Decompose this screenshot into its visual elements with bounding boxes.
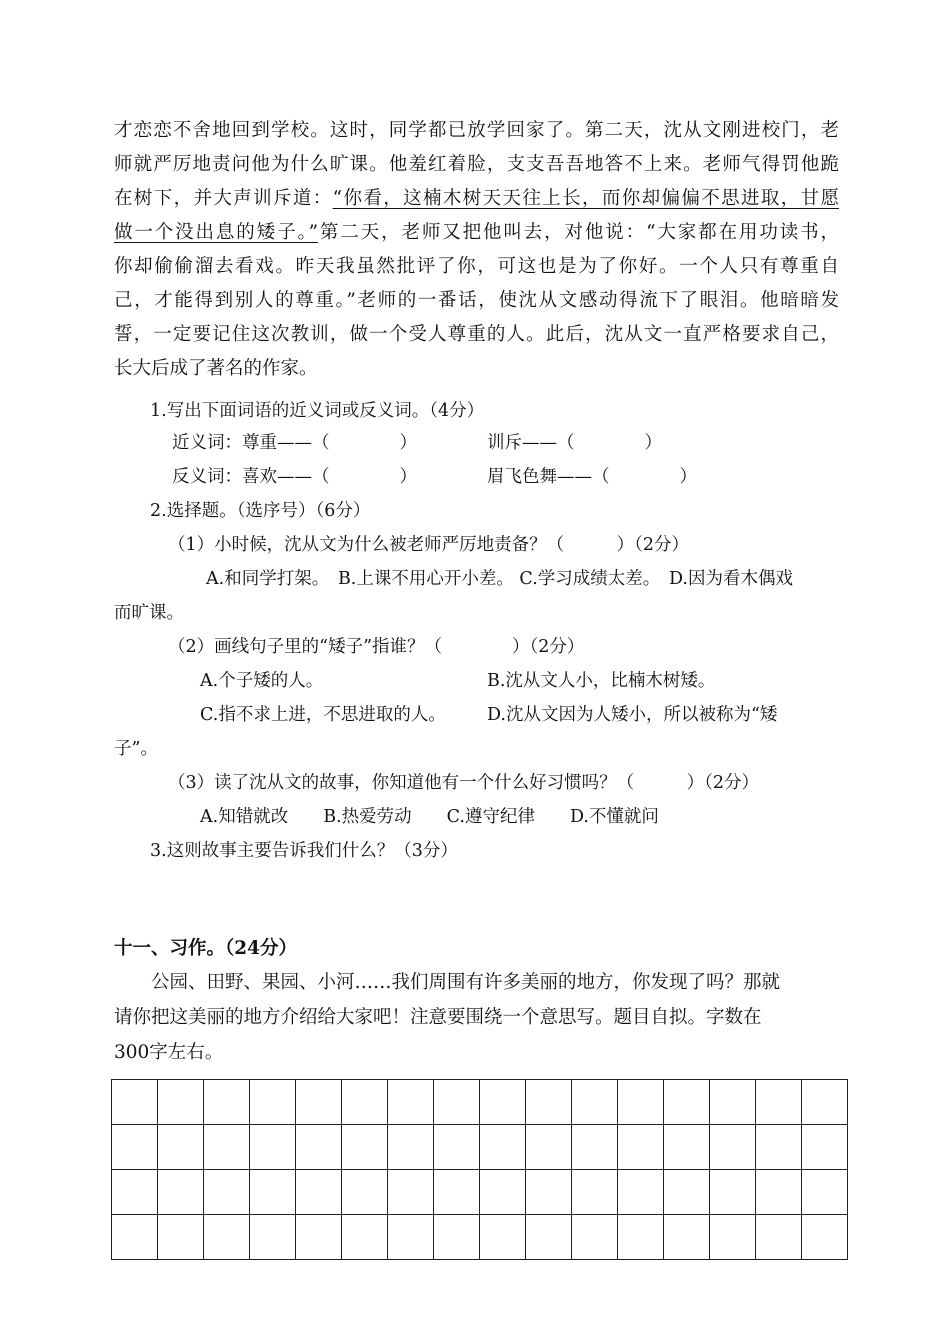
grid-cell[interactable]: [618, 1215, 664, 1260]
question-2-1-options-cont: 而旷课。: [114, 603, 184, 623]
grid-cell[interactable]: [802, 1080, 848, 1125]
grid-cell[interactable]: [342, 1080, 388, 1125]
passage-text: 第二天，老师又把他叫去，对他说：“大家都在用功读书，: [318, 222, 839, 243]
grid-cell[interactable]: [526, 1215, 572, 1260]
grid-cell[interactable]: [204, 1080, 250, 1125]
grid-cell[interactable]: [710, 1170, 756, 1215]
passage-line: 师就严厉地责问他为什么旷课。他羞红着脸，支支吾吾地答不上来。老师气得罚他跪: [114, 154, 839, 175]
grid-cell[interactable]: [572, 1170, 618, 1215]
grid-cell[interactable]: [342, 1215, 388, 1260]
grid-cell[interactable]: [388, 1080, 434, 1125]
question-1-title: 1.写出下面词语的近义词或反义词。（4分）: [150, 401, 485, 421]
grid-cell[interactable]: [296, 1080, 342, 1125]
grid-cell[interactable]: [480, 1215, 526, 1260]
question-2-1-stem: （1）小时候，沈从文为什么被老师严厉地责备？（ ）（2分）: [168, 535, 690, 555]
grid-cell[interactable]: [434, 1125, 480, 1170]
grid-cell[interactable]: [112, 1215, 158, 1260]
grid-cell[interactable]: [434, 1215, 480, 1260]
question-2-2-stem: （2）画线句子里的“矮子”指谁？（ ）（2分）: [168, 637, 585, 657]
passage-text: 在树下，并大声训斥道：: [114, 188, 333, 209]
writing-prompt: [114, 965, 839, 1070]
question-1-synonym-right: 训斥——（ ）: [487, 433, 662, 453]
question-2-title: 2.选择题。（选序号）（6分）: [150, 501, 371, 521]
grid-cell[interactable]: [480, 1170, 526, 1215]
question-1-synonym-left: 近义词：尊重——（ ）: [172, 433, 417, 453]
grid-cell[interactable]: [388, 1215, 434, 1260]
passage-line-with-underline: [114, 182, 839, 216]
grid-cell[interactable]: [204, 1125, 250, 1170]
prompt-line: 300字左右。: [114, 1042, 224, 1063]
prompt-line: 请你把这美丽的地方介绍给大家吧！注意要围绕一个意思写。题目自拟。字数在: [114, 1007, 762, 1028]
underlined-sentence-part1: “你看，这楠木树天天往上长，而你却偏偏不思进取，甘愿: [332, 188, 839, 209]
question-2-2-option-d-cont: 子”。: [114, 739, 158, 759]
underlined-sentence-part2: 做一个没出息的矮子。”: [114, 222, 319, 243]
grid-cell[interactable]: [204, 1215, 250, 1260]
grid-cell[interactable]: [756, 1215, 802, 1260]
question-2-3-stem: （3）读了沈从文的故事，你知道他有一个什么好习惯吗？（ ）（2分）: [168, 773, 760, 793]
question-3-title: 3.这则故事主要告诉我们什么？（3分）: [150, 841, 458, 861]
grid-cell[interactable]: [250, 1080, 296, 1125]
passage-line: 誓，一定要记住这次教训，做一个受人尊重的人。此后，沈从文一直严格要求自己，: [114, 324, 839, 345]
prompt-line: 公园、田野、果园、小河……我们周围有许多美丽的地方，你发现了吗？那就: [114, 972, 781, 993]
grid-cell[interactable]: [296, 1170, 342, 1215]
grid-cell[interactable]: [434, 1080, 480, 1125]
grid-cell[interactable]: [756, 1080, 802, 1125]
passage-line: 长大后成了著名的作家。: [114, 358, 318, 379]
grid-cell[interactable]: [112, 1080, 158, 1125]
question-2-1-options: A.和同学打架。 B.上课不用心开小差。 C.学习成绩太差。 D.因为看木偶戏: [206, 569, 793, 589]
grid-cell[interactable]: [710, 1125, 756, 1170]
passage-line: 你却偷偷溜去看戏。昨天我虽然批评了你，可这也是为了你好。一个人只有尊重自: [114, 256, 839, 277]
grid-cell[interactable]: [664, 1170, 710, 1215]
grid-cell[interactable]: [388, 1125, 434, 1170]
grid-cell[interactable]: [296, 1125, 342, 1170]
passage-line: 己，才能得到别人的尊重。”老师的一番话，使沈从文感动得流下了眼泪。他暗暗发: [114, 290, 839, 311]
grid-cell[interactable]: [572, 1215, 618, 1260]
grid-cell[interactable]: [158, 1080, 204, 1125]
passage-line: 才恋恋不舍地回到学校。这时，同学都已放学回家了。第二天，沈从文刚进校门，老: [114, 120, 839, 141]
grid-cell[interactable]: [572, 1125, 618, 1170]
grid-cell[interactable]: [664, 1215, 710, 1260]
grid-cell[interactable]: [250, 1170, 296, 1215]
grid-cell[interactable]: [618, 1080, 664, 1125]
grid-cell[interactable]: [618, 1125, 664, 1170]
grid-cell[interactable]: [112, 1125, 158, 1170]
grid-cell[interactable]: [664, 1080, 710, 1125]
grid-cell[interactable]: [480, 1125, 526, 1170]
grid-row: [112, 1170, 848, 1215]
question-2-2-option-d: D.沈从文因为人矮小，所以被称为“矮: [487, 705, 778, 725]
grid-cell[interactable]: [296, 1215, 342, 1260]
question-2-2-option-c: C.指不求上进，不思进取的人。: [200, 705, 446, 725]
grid-cell[interactable]: [710, 1080, 756, 1125]
grid-cell[interactable]: [158, 1170, 204, 1215]
grid-cell[interactable]: [618, 1170, 664, 1215]
grid-cell[interactable]: [526, 1125, 572, 1170]
grid-cell[interactable]: [756, 1170, 802, 1215]
question-1-antonym-right: 眉飞色舞——（ ）: [487, 467, 697, 487]
grid-cell[interactable]: [572, 1080, 618, 1125]
grid-cell[interactable]: [204, 1170, 250, 1215]
grid-cell[interactable]: [756, 1125, 802, 1170]
question-2-2-option-b: B.沈从文人小，比楠木树矮。: [487, 671, 716, 691]
grid-cell[interactable]: [342, 1170, 388, 1215]
grid-cell[interactable]: [664, 1125, 710, 1170]
grid-cell[interactable]: [158, 1215, 204, 1260]
writing-section-title: 十一、习作。（24分）: [114, 938, 297, 959]
grid-cell[interactable]: [480, 1080, 526, 1125]
grid-cell[interactable]: [802, 1170, 848, 1215]
grid-row: [112, 1080, 848, 1125]
grid-cell[interactable]: [250, 1215, 296, 1260]
grid-cell[interactable]: [526, 1170, 572, 1215]
grid-cell[interactable]: [112, 1170, 158, 1215]
story-passage: [114, 114, 839, 386]
grid-cell[interactable]: [526, 1080, 572, 1125]
grid-cell[interactable]: [802, 1215, 848, 1260]
grid-cell[interactable]: [250, 1125, 296, 1170]
grid-cell[interactable]: [802, 1125, 848, 1170]
question-2-2-option-a: A.个子矮的人。: [200, 671, 324, 691]
passage-line-with-underline: [114, 216, 839, 250]
grid-cell[interactable]: [342, 1125, 388, 1170]
grid-cell[interactable]: [158, 1125, 204, 1170]
grid-cell[interactable]: [388, 1170, 434, 1215]
writing-grid[interactable]: [111, 1079, 848, 1260]
grid-row: [112, 1125, 848, 1170]
grid-cell[interactable]: [434, 1170, 480, 1215]
question-1-antonym-left: 反义词：喜欢——（ ）: [172, 467, 417, 487]
grid-row: [112, 1215, 848, 1260]
question-2-3-options: A.知错就改 B.热爱劳动 C.遵守纪律 D.不懂就问: [200, 807, 659, 827]
grid-cell[interactable]: [710, 1215, 756, 1260]
